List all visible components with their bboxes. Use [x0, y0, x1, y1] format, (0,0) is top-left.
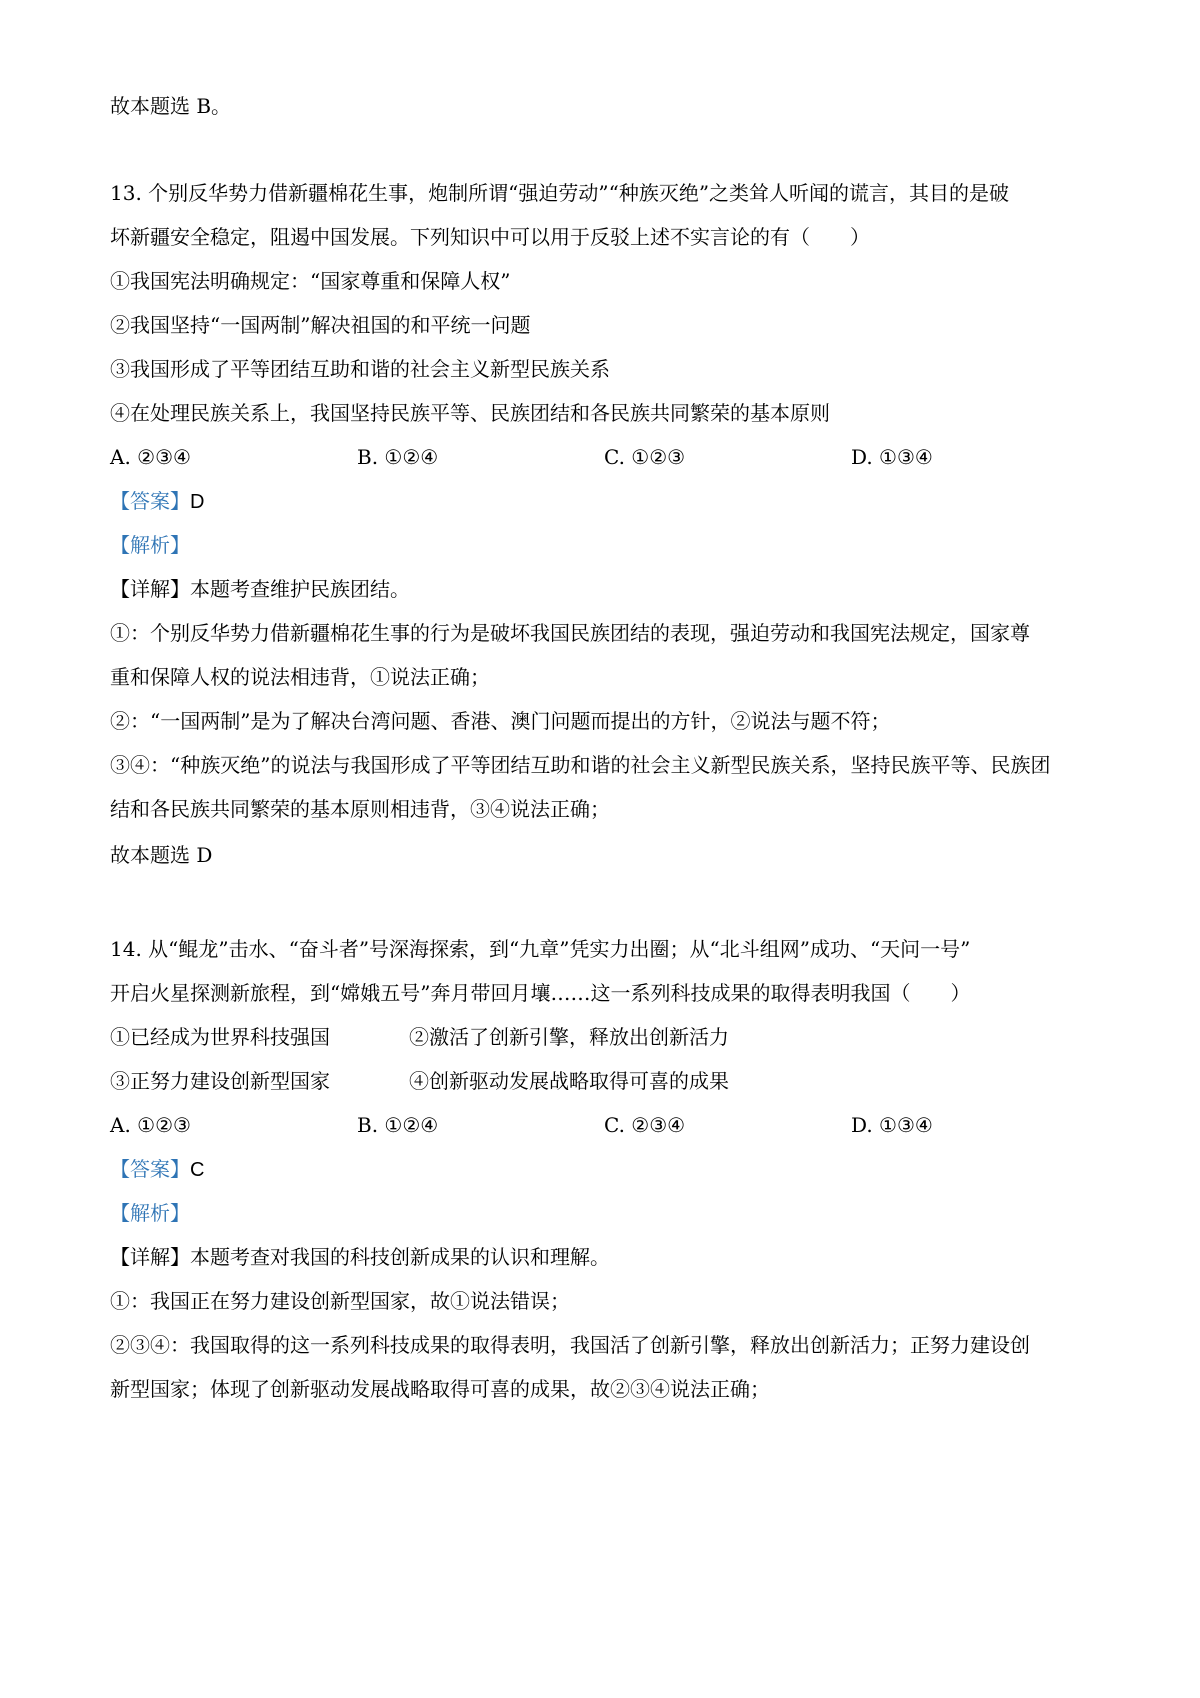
q14-analysis-tag: 【解析】	[110, 1201, 190, 1225]
q13-answer-value: D	[190, 491, 205, 513]
q14-option-a: A. ①②③	[110, 1113, 191, 1137]
q13-item-4: ④在处理民族关系上，我国坚持民族平等、民族团结和各民族共同繁荣的基本原则	[110, 401, 830, 425]
q14-option-b: B. ①②④	[357, 1113, 439, 1137]
q14-detail-line4: 新型国家；体现了创新驱动发展战略取得可喜的成果，故②③④说法正确；	[110, 1377, 770, 1401]
q14-detail-line3: ②③④：我国取得的这一系列科技成果的取得表明，我国活了创新引擎，释放出创新活力；正努力建设创	[110, 1333, 1030, 1357]
q14-option-d: D. ①③④	[851, 1113, 933, 1137]
q14-item-3: ③正努力建设创新型国家	[110, 1069, 330, 1093]
q13-answer-tag: 【答案】	[110, 489, 190, 513]
q13-item-1: ①我国宪法明确规定：“国家尊重和保障人权”	[110, 269, 511, 293]
q13-item-2: ②我国坚持“一国两制”解决祖国的和平统一问题	[110, 313, 531, 337]
q14-option-c: C. ②③④	[604, 1113, 686, 1137]
q14-analysis	[110, 1198, 1100, 1228]
q13-option-c: C. ①②③	[604, 445, 686, 469]
q14-stem-line1: 14. 从“鲲龙”击水、“奋斗者”号深海探索，到“九章”凭实力出圈；从“北斗组网”成功、“天问一号”	[110, 937, 971, 961]
q14-answer-tag: 【答案】	[110, 1157, 190, 1181]
q14-item-1: ①已经成为世界科技强国	[110, 1025, 330, 1049]
q13-option-d: D. ①③④	[851, 445, 933, 469]
q13-detail-line5: ③④：“种族灭绝”的说法与我国形成了平等团结互助和谐的社会主义新型民族关系，坚持民族平等、民族团	[110, 753, 1051, 777]
q13-option-b: B. ①②④	[357, 445, 439, 469]
q13-detail-line2: ①：个别反华势力借新疆棉花生事的行为是破坏我国民族团结的表现，强迫劳动和我国宪法规定，国家尊	[110, 621, 1030, 645]
q13-conclusion: 故本题选 D	[110, 843, 213, 867]
q14-item-4: ④创新驱动发展战略取得可喜的成果	[409, 1069, 729, 1093]
q14-detail-line1: 【详解】本题考查对我国的科技创新成果的认识和理解。	[110, 1245, 610, 1269]
q13-detail-line6: 结和各民族共同繁荣的基本原则相违背，③④说法正确；	[110, 797, 610, 821]
q13-analysis	[110, 530, 1100, 560]
q13-detail-line1: 【详解】本题考查维护民族团结。	[110, 577, 410, 601]
q13-item-3: ③我国形成了平等团结互助和谐的社会主义新型民族关系	[110, 357, 610, 381]
q13-detail-line4: ②：“一国两制”是为了解决台湾问题、香港、澳门问题而提出的方针，②说法与题不符；	[110, 709, 891, 733]
q13-option-a: A. ②③④	[110, 445, 191, 469]
q14-answer	[110, 1154, 1100, 1185]
q13-detail-line3: 重和保障人权的说法相违背，①说法正确；	[110, 665, 490, 689]
q13-stem-line1: 13. 个别反华势力借新疆棉花生事，炮制所谓“强迫劳动”“种族灭绝”之类耸人听闻的谎言，其目的是破	[110, 181, 1010, 205]
q12-conclusion: 故本题选 B。	[110, 94, 232, 118]
q14-detail-line2: ①：我国正在努力建设创新型国家，故①说法错误；	[110, 1289, 570, 1313]
q13-answer	[110, 486, 1100, 517]
q13-analysis-tag: 【解析】	[110, 533, 190, 557]
q14-stem-line2: 开启火星探测新旅程，到“嫦娥五号”奔月带回月壤……这一系列科技成果的取得表明我国（ ）	[110, 981, 971, 1005]
q13-stem-line2: 坏新疆安全稳定，阻遏中国发展。下列知识中可以用于反驳上述不实言论的有（ ）	[110, 225, 870, 249]
q14-answer-value: C	[190, 1159, 205, 1181]
q14-item-2: ②激活了创新引擎，释放出创新活力	[409, 1025, 729, 1049]
